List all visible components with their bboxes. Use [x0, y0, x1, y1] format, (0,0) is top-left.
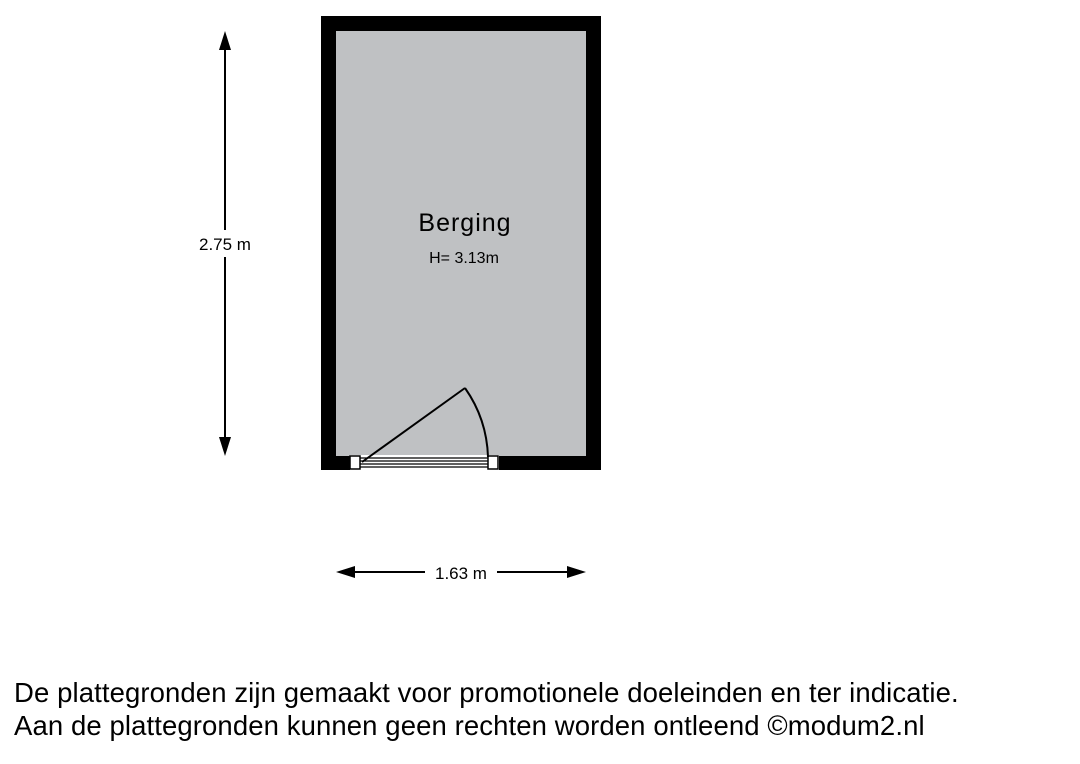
arrow-down-icon: [219, 437, 231, 456]
disclaimer-line-2: Aan de plattegronden kunnen geen rechten worden ontleend ©modum2.nl: [14, 710, 925, 741]
vertical-dimension-label: 2.75 m: [199, 235, 251, 254]
arrow-left-icon: [336, 566, 355, 578]
room-height: H= 3.13m: [429, 250, 499, 267]
arrow-up-icon: [219, 31, 231, 50]
door-opening: [350, 455, 499, 470]
disclaimer: [14, 676, 959, 742]
disclaimer-line-1: De plattegronden zijn gemaakt voor promotionele doeleinden en ter indicatie.: [14, 677, 959, 708]
arrow-right-icon: [567, 566, 586, 578]
horizontal-dimension-label: 1.63 m: [435, 564, 487, 583]
room-floor: [336, 31, 586, 456]
room-name: Berging: [418, 209, 512, 237]
